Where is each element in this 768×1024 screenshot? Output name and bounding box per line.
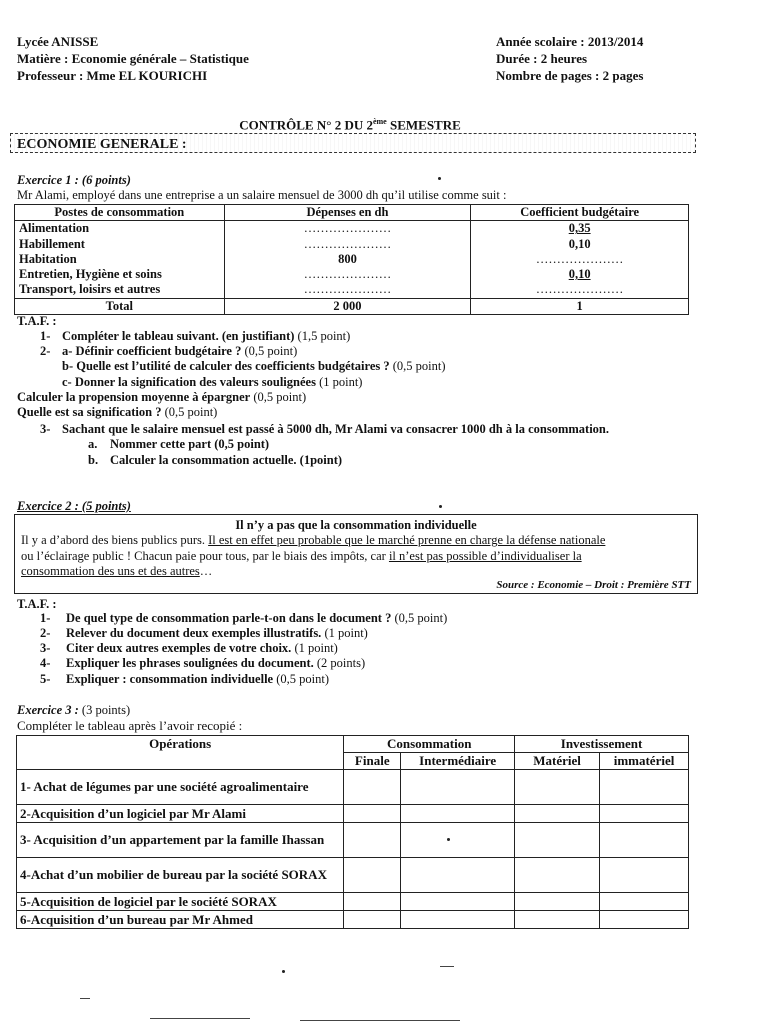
row-label: Entretien, Hygiène et soins [15, 267, 225, 282]
page-count: Nombre de pages : 2 pages [496, 68, 644, 83]
header-coefficient: Coefficient budgétaire [471, 205, 689, 221]
table-row [17, 858, 689, 893]
scan-line [300, 1020, 460, 1021]
header-finale: Finale [344, 753, 401, 770]
header-consommation: Consommation [344, 736, 515, 753]
answer-cell [401, 911, 515, 929]
table-row [17, 911, 689, 929]
row-expense: ………………… [224, 237, 471, 252]
answer-cell [344, 893, 401, 911]
exercise-3-intro: Compléter le tableau après l’avoir recopié : [17, 718, 243, 733]
exercise-2-title: Exercice 2 : (5 points) [17, 499, 131, 513]
header-materiel: Matériel [515, 753, 600, 770]
answer-cell [344, 770, 401, 805]
scan-line [440, 966, 454, 967]
answer-cell [600, 823, 689, 858]
ex2-question-3: 3- Citer deux autres exemples de votre choix. (1 point) [40, 641, 338, 655]
taf-label-1: T.A.F. : [17, 314, 57, 328]
taf-label-2: T.A.F. : [17, 597, 57, 611]
table-header-row [17, 736, 689, 753]
school-name: Lycée ANISSE [17, 34, 99, 49]
question-2c: c- Donner la signification des valeurs soulignées (1 point) [62, 375, 363, 389]
answer-cell [401, 823, 515, 858]
ex2-question-5: 5- Expliquer : consommation individuelle (0,5 point) [40, 672, 329, 686]
row-expense: ………………… [224, 282, 471, 298]
question-2a: 2- a- Définir coefficient budgétaire ? (0,5 point) [40, 344, 298, 358]
ex2-question-2: 2- Relever du document deux exemples illustratifs. (1 point) [40, 626, 368, 640]
document-line-2: ou l’éclairage public ! Chacun paie pour tous, par le biais des impôts, car il n’est pas possible d’individualiser la [21, 548, 582, 563]
table-row [17, 770, 689, 805]
operation-label: 3- Acquisition d’un appartement par la famille Ihassan [17, 823, 344, 858]
operation-label: 2-Acquisition d’un logiciel par Mr Alami [17, 805, 344, 823]
scan-line [150, 1018, 250, 1019]
table-row [15, 237, 689, 252]
answer-cell [344, 823, 401, 858]
ex2-question-1: 1- De quel type de consommation parle-t-on dans le document ? (0,5 point) [40, 611, 448, 625]
operations-table [16, 735, 689, 929]
answer-cell [344, 805, 401, 823]
question-3b: b. Calculer la consommation actuelle. (1point) [88, 453, 343, 467]
table-row [17, 805, 689, 823]
row-label: Alimentation [15, 221, 225, 237]
table-header-row [15, 205, 689, 221]
question-3: 3- Sachant que le salaire mensuel est passé à 5000 dh, Mr Alami va consacrer 1000 dh à la consommation. [40, 422, 610, 436]
section-heading: ECONOMIE GENERALE : [10, 133, 696, 153]
answer-cell [401, 858, 515, 893]
ex2-question-4: 4- Expliquer les phrases soulignées du document. (2 points) [40, 656, 366, 670]
table-row [15, 221, 689, 237]
row-expense: ………………… [224, 221, 471, 237]
table-row [15, 267, 689, 282]
table-row [17, 823, 689, 858]
answer-cell [401, 805, 515, 823]
answer-cell [515, 893, 600, 911]
table-row [15, 282, 689, 298]
scan-speck [438, 177, 441, 180]
scan-speck [439, 505, 442, 508]
header-right [496, 34, 643, 85]
document-box [14, 514, 698, 594]
header-intermediaire: Intermédiaire [401, 753, 515, 770]
row-coef: 0,10 [471, 267, 689, 282]
answer-cell [600, 858, 689, 893]
question-propensity: Calculer la propension moyenne à épargner (0,5 point) [17, 390, 307, 404]
header-depenses: Dépenses en dh [224, 205, 471, 221]
answer-cell [401, 770, 515, 805]
answer-cell [344, 911, 401, 929]
budget-table [14, 204, 689, 315]
duration: Durée : 2 heures [496, 51, 588, 66]
control-title: CONTRÔLE N° 2 DU 2ème SEMESTRE [239, 117, 461, 133]
answer-cell [600, 770, 689, 805]
operation-label: 6-Acquisition d’un bureau par Mr Ahmed [17, 911, 344, 929]
document-title: Il n’y a pas que la consommation individuelle [235, 518, 477, 532]
school-year: Année scolaire : 2013/2014 [496, 34, 644, 49]
document-line-1: Il y a d’abord des biens publics purs. Il est en effet peu probable que le marché prenne en charge la défense nationale [21, 533, 606, 548]
total-expense: 2 000 [224, 298, 471, 314]
document-line-3: consommation des uns et des autres… [21, 563, 213, 578]
scan-line [80, 998, 90, 999]
header-postes: Postes de consommation [15, 205, 225, 221]
row-label: Habitation [15, 252, 225, 267]
row-label: Habillement [15, 237, 225, 252]
answer-cell [515, 911, 600, 929]
answer-cell [515, 805, 600, 823]
total-coef: 1 [471, 298, 689, 314]
exercise-1-title: Exercice 1 : (6 points) [17, 173, 131, 187]
scan-speck [282, 970, 285, 973]
table-row [15, 252, 689, 267]
question-3a: a. Nommer cette part (0,5 point) [88, 437, 270, 451]
table-row [17, 893, 689, 911]
answer-cell [515, 823, 600, 858]
answer-cell [600, 911, 689, 929]
answer-cell [344, 858, 401, 893]
answer-cell [600, 805, 689, 823]
operation-label: 1- Achat de légumes par une société agroalimentaire [17, 770, 344, 805]
question-2b: b- Quelle est l’utilité de calculer des coefficients budgétaires ? (0,5 point) [62, 359, 446, 373]
subject: Matière : Economie générale – Statistique [17, 51, 249, 66]
row-coef: ………………… [471, 282, 689, 298]
header-operations: Opérations [17, 736, 344, 770]
header-immateriel: immatériel [600, 753, 689, 770]
header-left [17, 34, 249, 85]
answer-cell [515, 770, 600, 805]
exercise-1-intro: Mr Alami, employé dans une entreprise a un salaire mensuel de 3000 dh qu’il utilise comme suit : [17, 188, 507, 202]
header-investissement: Investissement [515, 736, 689, 753]
exercise-3-title: Exercice 3 : (3 points) [17, 703, 131, 717]
table-total-row [15, 298, 689, 314]
document-source: Source : Economie – Droit : Première STT [496, 579, 691, 591]
question-meaning: Quelle est sa signification ? (0,5 point) [17, 405, 218, 419]
total-label: Total [15, 298, 225, 314]
operation-label: 4-Achat d’un mobilier de bureau par la société SORAX [17, 858, 344, 893]
row-label: Transport, loisirs et autres [15, 282, 225, 298]
operation-label: 5-Acquisition de logiciel par le société SORAX [17, 893, 344, 911]
row-expense: ………………… [224, 267, 471, 282]
scan-speck [447, 838, 450, 841]
row-coef: ………………… [471, 252, 689, 267]
answer-cell [401, 893, 515, 911]
teacher: Professeur : Mme EL KOURICHI [17, 68, 208, 83]
row-expense: 800 [224, 252, 471, 267]
row-coef: 0,10 [471, 237, 689, 252]
answer-cell [515, 858, 600, 893]
row-coef: 0,35 [471, 221, 689, 237]
answer-cell [600, 893, 689, 911]
question-1: 1- Compléter le tableau suivant. (en justifiant) (1,5 point) [40, 329, 351, 343]
